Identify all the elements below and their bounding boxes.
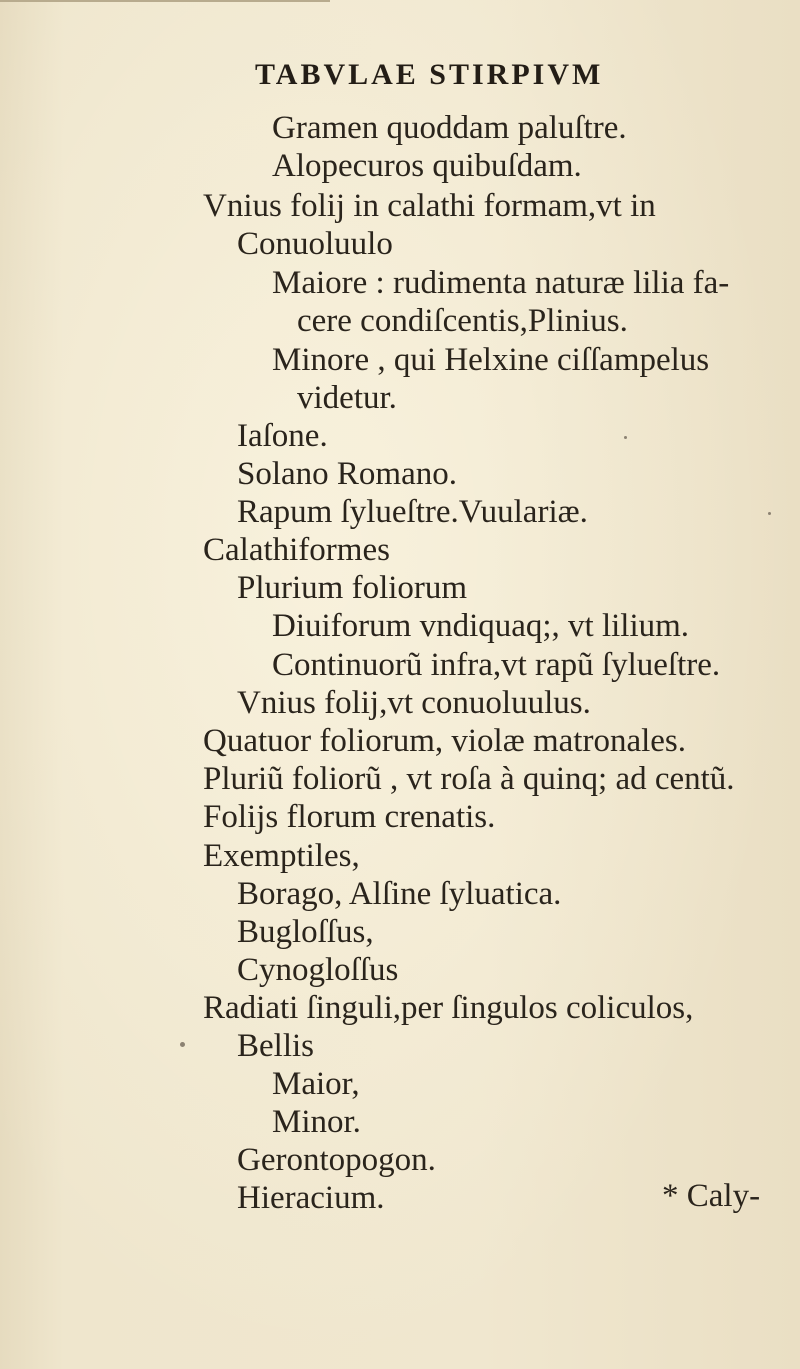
paper-speck [624,436,627,439]
text-line: Folijs florum crenatis. [203,799,496,835]
text-line: Hieracium. [237,1180,385,1216]
text-line: videtur. [297,380,397,416]
text-line: Maior, [272,1066,360,1102]
text-line: Continuorũ infra,vt rapũ ſylueſtre. [272,647,721,683]
text-line: Minore , qui Helxine ciſſampelus [272,342,710,378]
text-line: Vnius folij in calathi formam,vt in [203,188,656,224]
text-line: Radiati ſinguli,per ſingulos coliculos, [203,990,694,1026]
paper-speck [180,1042,185,1047]
text-line: Diuiforum vndiquaq;, vt lilium. [272,608,690,644]
text-line: Conuoluulo [237,226,393,262]
text-line: Alopecuros quibuſdam. [272,148,582,184]
text-line: cere condiſcentis,Plinius. [297,303,628,339]
text-line: Calathiformes [203,532,390,568]
text-line: Vnius folij,vt conuoluulus. [237,685,591,721]
text-line: Plurium foliorum [237,570,468,606]
text-line: Solano Romano. [237,456,457,492]
running-head: TABVLAE STIRPIVM [255,58,604,91]
text-line: Cynogloſſus [237,952,399,988]
text-line: Iaſone. [237,418,328,454]
text-line: Bellis [237,1028,315,1064]
text-line: Quatuor foliorum, violæ matronales. [203,723,686,759]
text-line: Borago, Alſine ſyluatica. [237,876,562,912]
text-line: Minor. [272,1104,361,1140]
catchword: * Caly- [662,1178,761,1214]
text-line: Exemptiles, [203,838,360,874]
paper-speck [768,512,771,515]
top-rule [0,0,330,2]
text-line: Rapum ſylueſtre.Vuulariæ. [237,494,588,530]
text-line: Pluriũ foliorũ , vt roſa à quinq; ad centũ. [203,761,735,797]
text-line: Gerontopogon. [237,1142,436,1178]
text-line: Maiore : rudimenta naturæ lilia fa- [272,265,730,301]
text-line: Bugloſſus, [237,914,374,950]
text-line: Gramen quoddam paluſtre. [272,110,627,146]
